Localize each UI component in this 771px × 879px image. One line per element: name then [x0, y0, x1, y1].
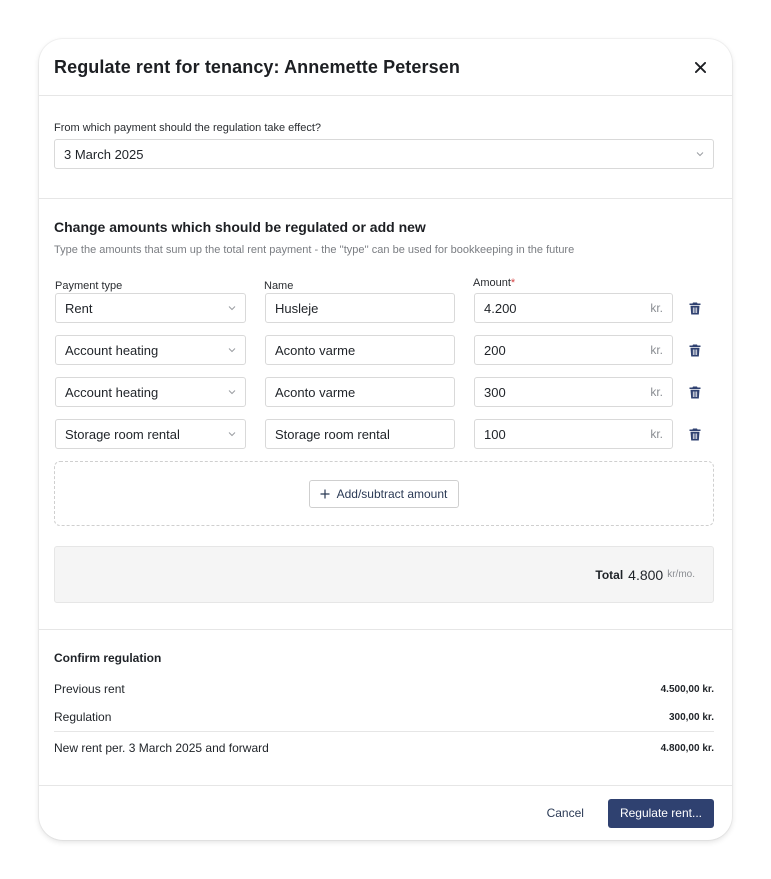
payment-type-select[interactable] [55, 293, 246, 323]
payment-type-select[interactable] [55, 335, 246, 365]
amount-row [54, 293, 714, 323]
chevron-down-icon [227, 429, 237, 439]
amount-input[interactable] [474, 293, 673, 323]
effective-date-select[interactable] [54, 139, 714, 169]
previous-rent-label: Previous rent [54, 682, 125, 696]
close-icon [695, 62, 706, 73]
amount-row [54, 335, 714, 365]
total-unit: kr/mo. [667, 569, 695, 580]
amount-value: 100 [484, 426, 506, 442]
plus-icon [320, 489, 330, 499]
name-value: Storage room rental [275, 426, 390, 442]
payment-type-value: Storage room rental [65, 426, 180, 442]
required-marker: * [510, 277, 516, 289]
delete-row-button[interactable] [687, 384, 703, 400]
delete-row-button[interactable] [687, 300, 703, 316]
close-button[interactable] [690, 57, 710, 77]
confirm-section [39, 630, 732, 786]
regulation-value: 300,00 kr. [668, 711, 714, 723]
cancel-button[interactable]: Cancel [546, 806, 584, 820]
column-header-amount [473, 277, 673, 291]
column-header-payment-type: Payment type [55, 280, 123, 292]
currency-suffix: kr. [650, 301, 663, 315]
name-value: Aconto varme [275, 342, 356, 358]
add-amount-dropzone [54, 461, 714, 526]
trash-icon [689, 302, 701, 315]
amount-rows [54, 293, 714, 449]
regulate-rent-button[interactable]: Regulate rent... [608, 799, 714, 828]
payment-type-select[interactable] [55, 377, 246, 407]
delete-row-button[interactable] [687, 342, 703, 358]
amount-value: 300 [484, 384, 506, 400]
name-input[interactable] [265, 293, 455, 323]
amount-value: 200 [484, 342, 506, 358]
payment-type-select[interactable] [55, 419, 246, 449]
new-rent-row [54, 732, 714, 764]
payment-type-value: Account heating [65, 384, 159, 400]
previous-rent-row [54, 675, 714, 703]
effective-date-section [39, 96, 732, 199]
chevron-down-icon [227, 345, 237, 355]
currency-suffix: kr. [650, 343, 663, 357]
amount-row [54, 377, 714, 407]
chevron-down-icon [695, 149, 705, 159]
effective-date-label: From which payment should the regulation take effect? [54, 122, 322, 134]
confirm-title: Confirm regulation [54, 651, 162, 665]
name-input[interactable] [265, 419, 455, 449]
total-value: 4.800 [628, 566, 664, 583]
add-subtract-amount-button[interactable] [309, 480, 460, 508]
column-header-name: Name [264, 280, 294, 292]
amount-input[interactable] [474, 419, 673, 449]
dialog-footer [39, 786, 732, 840]
payment-type-value: Account heating [65, 342, 159, 358]
amount-row [54, 419, 714, 449]
trash-icon [689, 386, 701, 399]
trash-icon [689, 344, 701, 357]
delete-row-button[interactable] [687, 426, 703, 442]
amounts-column-headers [54, 277, 714, 291]
total-summary [54, 546, 714, 603]
dialog-title: Regulate rent for tenancy: Annemette Petersen [54, 56, 460, 77]
new-rent-value: 4.800,00 kr. [660, 742, 714, 754]
trash-icon [689, 428, 701, 441]
amounts-description: Type the amounts that sum up the total rent payment - the ''type'' can be used for bookkeeping in the future [54, 244, 575, 256]
amounts-section [39, 199, 732, 630]
add-subtract-amount-label: Add/subtract amount [336, 486, 448, 501]
new-rent-label: New rent per. 3 March 2025 and forward [54, 741, 269, 755]
amount-input[interactable] [474, 377, 673, 407]
name-value: Husleje [275, 300, 319, 316]
name-input[interactable] [265, 377, 455, 407]
currency-suffix: kr. [650, 385, 663, 399]
currency-suffix: kr. [650, 427, 663, 441]
total-label: Total [595, 567, 624, 582]
name-value: Aconto varme [275, 384, 356, 400]
previous-rent-value: 4.500,00 kr. [660, 683, 714, 695]
amount-value: 4.200 [484, 300, 517, 316]
effective-date-value: 3 March 2025 [64, 146, 144, 162]
column-header-amount-label: Amount [473, 277, 511, 289]
regulation-row [54, 703, 714, 732]
dialog-header [39, 39, 732, 96]
chevron-down-icon [227, 387, 237, 397]
regulate-rent-dialog [39, 39, 732, 840]
name-input[interactable] [265, 335, 455, 365]
chevron-down-icon [227, 303, 237, 313]
amount-input[interactable] [474, 335, 673, 365]
payment-type-value: Rent [65, 300, 93, 316]
amounts-title: Change amounts which should be regulated or add new [54, 219, 426, 235]
regulation-label: Regulation [54, 710, 112, 724]
